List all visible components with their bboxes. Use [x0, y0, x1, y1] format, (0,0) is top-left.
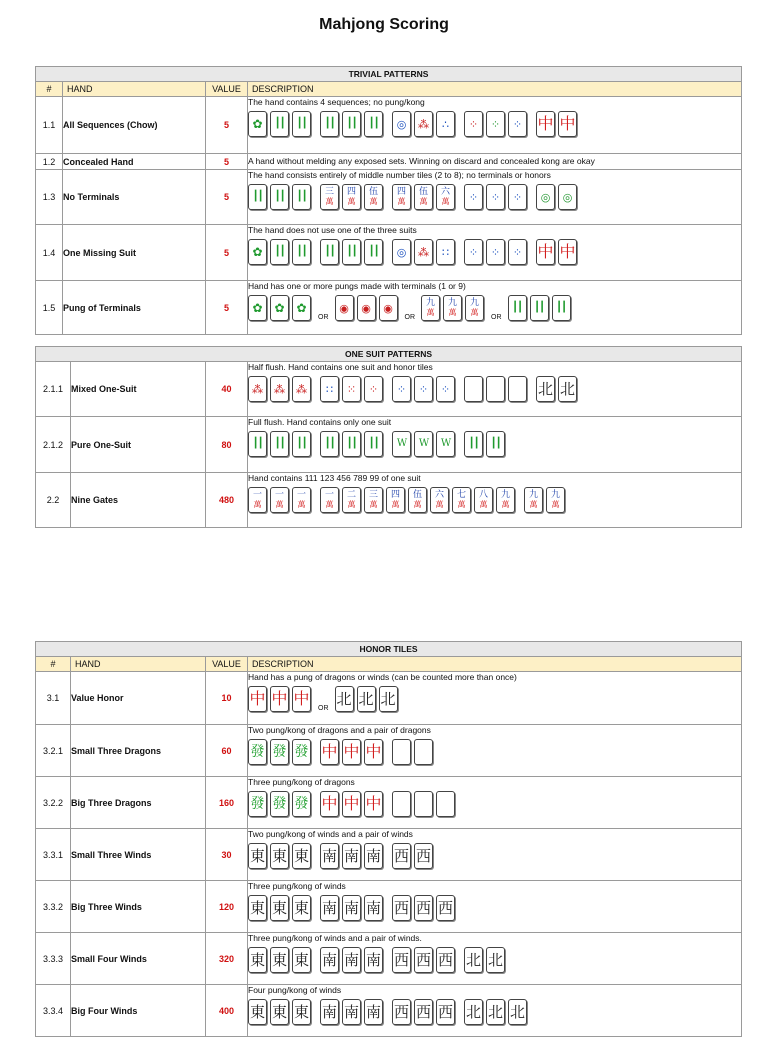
hand-description	[248, 777, 742, 829]
red-dragon-tile: 中	[248, 686, 267, 712]
or-label: OR	[318, 705, 329, 712]
hand-value: 5	[206, 154, 248, 170]
south-wind-tile: 南	[342, 999, 361, 1025]
hand-description	[248, 672, 742, 725]
east-wind-tile: 東	[248, 895, 267, 921]
description-text: The hand does not use one of the three suits	[248, 225, 417, 235]
circle-6-tile: ⁘	[464, 111, 483, 137]
hand-description	[248, 829, 742, 881]
bamboo-9-tile: ┃┃	[508, 295, 527, 321]
character-3-tile: 三 萬	[364, 487, 383, 513]
circle-3-tile: ⁂	[248, 376, 267, 402]
description-text: Full flush. Hand contains only one suit	[248, 417, 392, 427]
tile-set	[248, 487, 741, 513]
table-row	[36, 777, 742, 829]
character-9-tile: 九 萬	[443, 295, 462, 321]
section-title: TRIVIAL PATTERNS	[36, 67, 742, 82]
bamboo-2-tile: ┃┃	[270, 111, 289, 137]
green-dragon-tile: 發	[270, 791, 289, 817]
circle-8-tile: ⁘	[464, 239, 483, 265]
hand-description	[248, 97, 742, 154]
white-dragon-tile	[414, 739, 433, 765]
tile-set	[248, 239, 741, 265]
circle-3-tile: ⁂	[270, 376, 289, 402]
west-wind-tile: 西	[436, 895, 455, 921]
east-wind-tile: 東	[248, 999, 267, 1025]
circle-7-tile: ⁘	[486, 111, 505, 137]
circle-2-tile: ◎	[392, 239, 411, 265]
circle-8-tile: ⁘	[392, 376, 411, 402]
hand-description	[248, 154, 742, 170]
south-wind-tile: 南	[320, 947, 339, 973]
bamboo-9-tile: ┃┃	[552, 295, 571, 321]
row-number: 3.3.2	[36, 881, 71, 933]
white-dragon-tile	[436, 791, 455, 817]
character-1-tile: 一 萬	[270, 487, 289, 513]
south-wind-tile: 南	[320, 999, 339, 1025]
page-title: Mahjong Scoring	[319, 16, 449, 33]
bamboo-5-tile: ┃┃	[342, 111, 361, 137]
circle-8-tile: ⁘	[486, 239, 505, 265]
character-2-tile: 二 萬	[342, 487, 361, 513]
hand-name: Pure One-Suit	[71, 417, 206, 473]
character-4-tile: 四 萬	[342, 184, 361, 210]
circle-2-tile: ⁂	[414, 111, 433, 137]
description-text: Four pung/kong of winds	[248, 985, 342, 995]
hand-value: 5	[206, 281, 248, 335]
bamboo-2-tile: ┃┃	[270, 431, 289, 457]
green-dragon-tile: 發	[292, 791, 311, 817]
east-wind-tile: 東	[248, 843, 267, 869]
character-6-tile: 六 萬	[430, 487, 449, 513]
bamboo-9-tile: ┃┃	[530, 295, 549, 321]
south-wind-tile: 南	[320, 895, 339, 921]
row-number: 1.3	[36, 170, 63, 225]
character-1-tile: 一 萬	[292, 487, 311, 513]
circle-3-tile: ∴	[436, 111, 455, 137]
character-7-tile: 七 萬	[452, 487, 471, 513]
section-title: ONE SUIT PATTERNS	[36, 347, 742, 362]
east-wind-tile: 東	[248, 947, 267, 973]
column-header-value: VALUE	[206, 82, 248, 97]
character-6-tile: 六 萬	[436, 184, 455, 210]
green-dragon-tile: 發	[270, 739, 289, 765]
tile-set	[248, 843, 741, 869]
hand-name: Concealed Hand	[63, 154, 206, 170]
section-title: HONOR TILES	[36, 642, 742, 657]
tile-set	[248, 739, 741, 765]
table-row	[36, 362, 742, 417]
north-wind-tile: 北	[464, 947, 483, 973]
hand-value: 160	[206, 777, 248, 829]
circle-8-tile: ⁘	[508, 111, 527, 137]
west-wind-tile: 西	[392, 947, 411, 973]
row-number: 3.2.2	[36, 777, 71, 829]
bamboo-4-tile: ┃┃	[320, 111, 339, 137]
hand-value: 60	[206, 725, 248, 777]
bamboo-3-tile: ┃┃	[292, 111, 311, 137]
hand-name: Small Three Dragons	[71, 725, 206, 777]
red-dragon-tile: 中	[342, 791, 361, 817]
bamboo-5-tile: ┃┃	[320, 239, 339, 265]
character-5-tile: 伍 萬	[408, 487, 427, 513]
west-wind-tile: 西	[414, 895, 433, 921]
north-wind-tile: 北	[464, 999, 483, 1025]
table-row	[36, 170, 742, 225]
circle-1-tile: ◉	[379, 295, 398, 321]
hand-name: Mixed One-Suit	[71, 362, 206, 417]
hand-description	[248, 362, 742, 417]
white-dragon-tile	[464, 376, 483, 402]
character-1-tile: 一 萬	[320, 487, 339, 513]
column-header-hand: HAND	[63, 82, 206, 97]
circle-8-tile: ⁘	[486, 184, 505, 210]
hand-description	[248, 170, 742, 225]
hand-name: No Terminals	[63, 170, 206, 225]
character-5-tile: 伍 萬	[364, 184, 383, 210]
hand-name: Small Three Winds	[71, 829, 206, 881]
bamboo-2-tile: ┃┃	[248, 184, 267, 210]
north-wind-tile: 北	[536, 376, 555, 402]
circle-3-tile: ⁂	[414, 239, 433, 265]
south-wind-tile: 南	[364, 843, 383, 869]
east-wind-tile: 東	[270, 895, 289, 921]
tile-set	[248, 431, 741, 457]
white-dragon-tile	[508, 376, 527, 402]
row-number: 3.1	[36, 672, 71, 725]
circle-6-tile: ⁘	[364, 376, 383, 402]
hand-description	[248, 417, 742, 473]
red-dragon-tile: 中	[364, 739, 383, 765]
tile-set	[248, 111, 741, 137]
character-5-tile: 伍 萬	[414, 184, 433, 210]
character-9-tile: 九 萬	[524, 487, 543, 513]
character-9-tile: 九 萬	[421, 295, 440, 321]
table-row	[36, 154, 742, 170]
column-header-hand: HAND	[71, 657, 206, 672]
east-wind-tile: 東	[270, 947, 289, 973]
tile-set	[248, 999, 741, 1025]
description-text: Two pung/kong of dragons and a pair of dragons	[248, 725, 431, 735]
south-wind-tile: 南	[342, 895, 361, 921]
column-header-value: VALUE	[206, 657, 248, 672]
south-wind-tile: 南	[364, 895, 383, 921]
west-wind-tile: 西	[392, 999, 411, 1025]
circle-8-tile: ⁘	[414, 376, 433, 402]
red-dragon-tile: 中	[270, 686, 289, 712]
hand-name: Nine Gates	[71, 473, 206, 528]
east-wind-tile: 東	[292, 999, 311, 1025]
character-9-tile: 九 萬	[546, 487, 565, 513]
bamboo-3-tile: ┃┃	[292, 239, 311, 265]
bamboo-4-tile: ┃┃	[320, 431, 339, 457]
north-wind-tile: 北	[558, 376, 577, 402]
table-row	[36, 225, 742, 281]
row-number: 3.3.1	[36, 829, 71, 881]
red-dragon-tile: 中	[536, 239, 555, 265]
hand-value: 5	[206, 170, 248, 225]
bamboo-2-tile: ┃┃	[292, 431, 311, 457]
hand-value: 120	[206, 881, 248, 933]
bamboo-5-tile: ┃┃	[342, 431, 361, 457]
description-text: A hand without melding any exposed sets. Winning on discard and concealed kong are okay	[248, 156, 595, 166]
description-text: Three pung/kong of winds	[248, 881, 346, 891]
circle-8-tile: ⁘	[464, 184, 483, 210]
hand-value: 5	[206, 225, 248, 281]
bamboo-6-tile: ┃┃	[364, 431, 383, 457]
row-number: 3.3.4	[36, 985, 71, 1037]
trivial-patterns-table	[35, 66, 742, 335]
east-wind-tile: 東	[270, 843, 289, 869]
east-wind-tile: 東	[292, 947, 311, 973]
description-text: Three pung/kong of dragons	[248, 777, 355, 787]
hand-value: 30	[206, 829, 248, 881]
row-number: 3.2.1	[36, 725, 71, 777]
circle-3-tile: ⁂	[292, 376, 311, 402]
hand-description	[248, 881, 742, 933]
bamboo-1-tile: ✿	[248, 111, 267, 137]
red-dragon-tile: 中	[364, 791, 383, 817]
circle-2-tile: ◎	[558, 184, 577, 210]
hand-description	[248, 725, 742, 777]
table-row	[36, 829, 742, 881]
description-text: Half flush. Hand contains one suit and honor tiles	[248, 362, 433, 372]
hand-value: 480	[206, 473, 248, 528]
row-number: 2.2	[36, 473, 71, 528]
bamboo-8-tile: W	[414, 431, 433, 457]
bamboo-8-tile: W	[392, 431, 411, 457]
red-dragon-tile: 中	[558, 111, 577, 137]
bamboo-1-tile: ✿	[248, 295, 267, 321]
bamboo-2-tile: ┃┃	[270, 239, 289, 265]
north-wind-tile: 北	[357, 686, 376, 712]
north-wind-tile: 北	[486, 999, 505, 1025]
column-header-description: DESCRIPTION	[248, 82, 742, 97]
bamboo-9-tile: ┃┃	[486, 431, 505, 457]
south-wind-tile: 南	[364, 947, 383, 973]
north-wind-tile: 北	[508, 999, 527, 1025]
white-dragon-tile	[486, 376, 505, 402]
hand-value: 40	[206, 362, 248, 417]
tile-set	[248, 895, 741, 921]
table-row	[36, 281, 742, 335]
east-wind-tile: 東	[270, 999, 289, 1025]
circle-5-tile: ⁙	[342, 376, 361, 402]
table-row	[36, 473, 742, 528]
table-row	[36, 417, 742, 473]
description-text: Three pung/kong of winds and a pair of winds.	[248, 933, 422, 943]
circle-1-tile: ◉	[357, 295, 376, 321]
table-row	[36, 97, 742, 154]
description-text: Hand has a pung of dragons or winds (can be counted more than once)	[248, 672, 517, 682]
tile-set	[248, 947, 741, 973]
character-9-tile: 九 萬	[496, 487, 515, 513]
hand-value: 5	[206, 97, 248, 154]
green-dragon-tile: 發	[248, 791, 267, 817]
hand-name: Value Honor	[71, 672, 206, 725]
bamboo-5-tile: ┃┃	[364, 239, 383, 265]
bamboo-2-tile: ┃┃	[248, 431, 267, 457]
tile-set	[248, 376, 741, 402]
table-row	[36, 933, 742, 985]
hand-description	[248, 225, 742, 281]
or-label: OR	[491, 314, 502, 321]
green-dragon-tile: 發	[248, 739, 267, 765]
table-row	[36, 725, 742, 777]
north-wind-tile: 北	[335, 686, 354, 712]
west-wind-tile: 西	[414, 843, 433, 869]
character-8-tile: 八 萬	[474, 487, 493, 513]
one-suit-patterns-table	[35, 346, 742, 528]
hand-name: Big Four Winds	[71, 985, 206, 1037]
circle-1-tile: ◎	[392, 111, 411, 137]
bamboo-2-tile: ┃┃	[292, 184, 311, 210]
description-text: Hand contains 111 123 456 789 99 of one suit	[248, 473, 421, 483]
red-dragon-tile: 中	[536, 111, 555, 137]
circle-4-tile: ∷	[320, 376, 339, 402]
hand-description	[248, 281, 742, 335]
hand-description	[248, 473, 742, 528]
circle-8-tile: ⁘	[436, 376, 455, 402]
bamboo-8-tile: W	[436, 431, 455, 457]
hand-name: Pung of Terminals	[63, 281, 206, 335]
row-number: 1.2	[36, 154, 63, 170]
south-wind-tile: 南	[320, 843, 339, 869]
bamboo-1-tile: ✿	[270, 295, 289, 321]
hand-description	[248, 933, 742, 985]
bamboo-6-tile: ┃┃	[364, 111, 383, 137]
description-text: Hand has one or more pungs made with terminals (1 or 9)	[248, 281, 466, 291]
west-wind-tile: 西	[392, 843, 411, 869]
hand-value: 10	[206, 672, 248, 725]
or-label: OR	[404, 314, 415, 321]
white-dragon-tile	[414, 791, 433, 817]
column-header-num: #	[36, 82, 63, 97]
hand-value: 400	[206, 985, 248, 1037]
bamboo-5-tile: ┃┃	[342, 239, 361, 265]
table-row	[36, 672, 742, 725]
bamboo-9-tile: ┃┃	[464, 431, 483, 457]
west-wind-tile: 西	[436, 947, 455, 973]
north-wind-tile: 北	[486, 947, 505, 973]
south-wind-tile: 南	[342, 947, 361, 973]
east-wind-tile: 東	[292, 843, 311, 869]
red-dragon-tile: 中	[342, 739, 361, 765]
honor-tiles-table	[35, 641, 742, 1037]
west-wind-tile: 西	[414, 999, 433, 1025]
hand-value: 320	[206, 933, 248, 985]
east-wind-tile: 東	[292, 895, 311, 921]
column-header-num: #	[36, 657, 71, 672]
circle-8-tile: ⁘	[508, 184, 527, 210]
west-wind-tile: 西	[392, 895, 411, 921]
north-wind-tile: 北	[379, 686, 398, 712]
west-wind-tile: 西	[436, 999, 455, 1025]
south-wind-tile: 南	[364, 999, 383, 1025]
description-text: Two pung/kong of winds and a pair of winds	[248, 829, 413, 839]
red-dragon-tile: 中	[320, 739, 339, 765]
white-dragon-tile	[392, 739, 411, 765]
tile-set	[248, 791, 741, 817]
bamboo-1-tile: ✿	[292, 295, 311, 321]
red-dragon-tile: 中	[320, 791, 339, 817]
west-wind-tile: 西	[414, 947, 433, 973]
hand-description	[248, 985, 742, 1037]
circle-4-tile: ∷	[436, 239, 455, 265]
circle-2-tile: ◎	[536, 184, 555, 210]
character-4-tile: 四 萬	[386, 487, 405, 513]
description-text: The hand consists entirely of middle number tiles (2 to 8); no terminals or honors	[248, 170, 551, 180]
bamboo-2-tile: ┃┃	[270, 184, 289, 210]
table-row	[36, 985, 742, 1037]
hand-name: Big Three Dragons	[71, 777, 206, 829]
row-number: 1.1	[36, 97, 63, 154]
character-3-tile: 三 萬	[320, 184, 339, 210]
character-1-tile: 一 萬	[248, 487, 267, 513]
hand-name: One Missing Suit	[63, 225, 206, 281]
character-9-tile: 九 萬	[465, 295, 484, 321]
row-number: 1.4	[36, 225, 63, 281]
column-header-description: DESCRIPTION	[248, 657, 742, 672]
hand-value: 80	[206, 417, 248, 473]
hand-name: Small Four Winds	[71, 933, 206, 985]
row-number: 3.3.3	[36, 933, 71, 985]
tile-set	[248, 295, 741, 321]
hand-name: Big Three Winds	[71, 881, 206, 933]
green-dragon-tile: 發	[292, 739, 311, 765]
row-number: 2.1.2	[36, 417, 71, 473]
or-label: OR	[318, 314, 329, 321]
white-dragon-tile	[392, 791, 411, 817]
description-text: The hand contains 4 sequences; no pung/kong	[248, 97, 425, 107]
tile-set	[248, 184, 741, 210]
circle-1-tile: ◉	[335, 295, 354, 321]
red-dragon-tile: 中	[558, 239, 577, 265]
circle-8-tile: ⁘	[508, 239, 527, 265]
hand-name: All Sequences (Chow)	[63, 97, 206, 154]
bamboo-1-tile: ✿	[248, 239, 267, 265]
red-dragon-tile: 中	[292, 686, 311, 712]
row-number: 2.1.1	[36, 362, 71, 417]
tile-set	[248, 686, 741, 712]
south-wind-tile: 南	[342, 843, 361, 869]
table-row	[36, 881, 742, 933]
row-number: 1.5	[36, 281, 63, 335]
character-4-tile: 四 萬	[392, 184, 411, 210]
